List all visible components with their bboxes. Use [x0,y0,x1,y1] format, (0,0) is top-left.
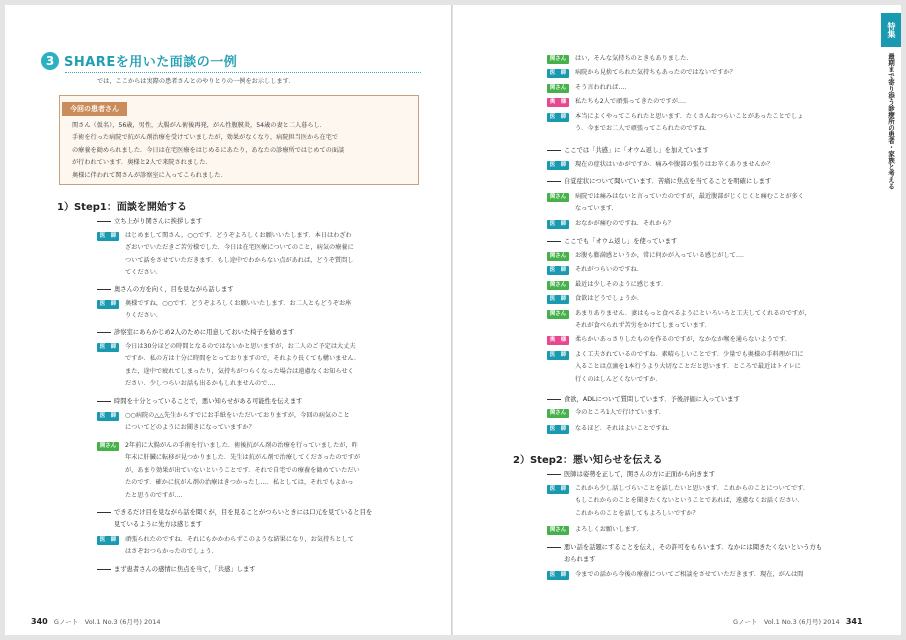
text-line: よく工夫されているのですね．素晴らしいことです．少量でも奥様の手料理が口に [575,350,804,358]
dialogue-doctor [97,298,351,323]
dialogue-family [547,334,887,346]
dialogue-doctor [547,423,674,435]
doctor-tag: 医 師 [97,232,119,241]
dialogue-patient [547,407,665,419]
text-line: 頑張られたのですね．それにもかかわらずこのような結果になり，お気持ちとして [125,536,354,543]
dialogue-text [575,53,693,65]
narration-text: できるだけ目を見ながら話を聞くが，目を見ることがつらいときには口元を見ていると目を [114,509,373,516]
dialogue-text [575,264,643,276]
feature-tab: 特集 [881,13,901,47]
text-line: う．今までお二人で頑張ってこられたのですね． [575,125,712,133]
text-line: そう言われれば…． [575,83,631,91]
dialogue-text [125,410,350,435]
section-divider [65,72,421,73]
doctor-tag: 医 師 [547,220,569,229]
text-line: 今のところ1人で行けています． [575,409,666,416]
dialogue-text [125,230,354,280]
doctor-tag: 医 師 [547,351,569,360]
dialogue-text [575,279,667,291]
narration-text: 奥さんの方を向く，目を見ながら話します [114,286,234,293]
narration [547,543,822,553]
dialogue-text [575,308,811,333]
dialogue-doctor [547,67,877,79]
narration [97,565,256,575]
dialogue-text [125,440,360,502]
dialogue-patient [547,250,887,262]
doctor-tag: 医 師 [97,412,119,421]
dialogue-text [125,298,351,323]
narration-text: まず患者さんの感情に焦点を当て，「共感」します [114,566,256,573]
dialogue-doctor [547,264,887,276]
text-line: 今までの話から今後の療養についてご相談をさせていただきます．現在，がんは間 [575,571,804,578]
text-line: についてどのようにお聞きになっていますか？ [125,424,255,432]
narration-text: ここでも「オウム返し」を使っています [564,238,678,245]
text-line: 病院では痛みはないと言っていたのですが，最近腹部がじくじくと痛むことが多く [575,193,804,200]
family-tag: 奥 様 [547,98,569,107]
narration-text: 立ち上がり関さんに挨拶します [114,218,203,225]
text-line: 現在の症状はいかがですか．痛みや腹部の張りはお辛くありませんか？ [575,161,773,168]
text-line: はじめまして関さん，○○です．どうぞよろしくお願いいたします．本日はわざわ [125,232,352,239]
dialogue-text [575,111,803,136]
narration [547,177,771,187]
text-line: これから少し話しづらいことを話したいと思います．これからのことについてです． [575,485,810,492]
patient-tag: 関さん [547,252,569,261]
text-line: ですか．私の方は十分に時間をとっておりますので，それより長くても構いません． [125,355,361,363]
dialogue-patient [547,82,877,94]
dialogue-doctor [547,159,773,171]
section-number: 3 [41,52,59,70]
text-line: 最近は少しそのように感じます． [575,280,668,288]
text-line: 柔らかいあっさりしたものを作るのですが，なかなか喉を通らないようです． [575,336,792,344]
dialogue-block [547,250,887,386]
dialogue-text [575,334,791,346]
text-line: たのです．確かに抗がん剤の治療はきつかったし…．私としては，それでもよかっ [125,479,354,487]
narration-text: 食欲，ADLについて質問しています．予後評価に入っています [564,396,740,403]
text-line: りください． [125,312,163,320]
step2-heading: 2）Step2：悪い知らせを伝える [513,455,663,466]
patient-tag: 関さん [547,526,569,535]
right-page [453,5,901,635]
text-line: ついて話をさせていただきます．もし途中でわからない点があれば，どうぞ質問し [125,256,354,264]
dialogue-family [547,96,877,108]
text-line: 本当によくやってこられたと思います．たくさんおつらいことがあったことでしょ [575,112,804,120]
narration [547,395,740,405]
text-line: ざおいでいただきご苦労様でした．今日は在宅医療についてのこと，病気の療養に [125,244,354,252]
narration-text: 自覚症状について聞いています．苦痛に焦点を当てることを明確にします [564,178,772,185]
narration [97,328,294,338]
dialogue-doctor [97,341,360,391]
text-line: もしこれからのことを聞きたくないということであれば，遠慮なくお話ください． [575,497,804,505]
feature-title-vertical: 最期まで寄り添う診療所の患者・家族と考える [887,53,895,190]
left-folio [31,617,161,626]
dialogue-text [575,423,674,435]
running-footer: Gノート Vol.1 No.3 (6月号) 2014 [53,618,161,626]
narration [97,508,372,518]
case-box [59,95,419,185]
dialogue-doctor [547,349,887,386]
dialogue-text [575,96,690,108]
patient-tag: 関さん [97,442,119,451]
dialogue-patient [547,308,887,333]
text-line: お腹も膨満感というか，常に何かが入っている感じがして…． [575,252,749,259]
dialogue-doctor [547,218,674,230]
page-number: 340 [31,617,48,626]
left-page [5,5,452,635]
dialogue-text [575,67,736,79]
intro-text: では，ここからは実際の患者さんとのやりとりの一例をお示しします． [97,78,295,85]
text-line: 2年前に大腸がんの手術を行いました．術後抗がん剤の治療を行っていましたが，昨 [125,442,358,449]
dialogue-text [575,82,631,94]
text-line: それがつらいのですね． [575,266,644,274]
narration-cont: おられます [564,556,596,563]
text-line: てください． [125,269,163,277]
dialogue-doctor [547,483,809,520]
narration [547,146,709,156]
patient-tag: 関さん [547,281,569,290]
case-line: 手術を行った病院で抗がん剤治療を受けていましたが，効果がなくなり，病院担当医から在宅で [72,134,339,142]
doctor-tag: 医 師 [547,113,569,122]
narration [547,237,677,247]
text-line: ださい．少しつらいお話も出るかもしれませんので…． [125,380,280,388]
case-line: の療養を勧められました．今日は在宅医療をはじめるにあたり，あなたの診療所ではじめての面談 [72,146,345,154]
text-line: はさぞおつらかったのでしょう． [125,548,218,556]
narration-text: ここでは「共感」に「オウム返し」を加えています [564,147,709,154]
dialogue-text [575,250,748,262]
dialogue-text [575,191,804,216]
doctor-tag: 医 師 [547,69,569,78]
case-body [60,116,418,182]
narration [97,397,302,407]
text-line: なっています． [575,205,618,213]
doctor-tag: 医 師 [97,536,119,545]
family-tag: 奥 様 [547,336,569,345]
patient-tag: 関さん [547,55,569,64]
text-line: たと思うのですが…． [125,491,187,499]
dialogue-patient [547,279,887,291]
dialogue-text [575,293,643,305]
doctor-tag: 医 師 [547,266,569,275]
text-line: 私たちも2人で頑張ってきたのですが…． [575,98,691,106]
section-heading [41,51,237,70]
narration-text: 時間を十分とっていることで，悪い知らせがある可能性を伝えます [114,398,303,405]
narration [97,217,202,227]
case-label: 今回の患者さん [62,102,127,116]
page-number: 341 [845,617,863,626]
case-line: 奥様に伴われて関さんが診察室に入ってこられました． [72,171,227,179]
doctor-tag: 医 師 [547,425,569,434]
dialogue-doctor [547,111,877,136]
section-title: SHAREを用いた面談の一例 [64,55,238,70]
narration-text: 医師は姿勢を正して，関さんの方に正面から向きます [564,471,715,478]
text-line: これからのことを話してもよろしいですか？ [575,509,699,517]
doctor-tag: 医 師 [97,300,119,309]
narration [97,285,234,295]
dialogue-text [575,349,803,386]
dialogue-patient [547,53,877,65]
dialogue-text [575,218,674,230]
text-line: 年末に肝臓に転移が見つかりました．先生は抗がん剤で治療してくださったのですが [125,454,361,462]
patient-tag: 関さん [547,193,569,202]
text-line: おなかが痛むのですね．それから？ [575,220,674,227]
dialogue-text [575,483,809,520]
dialogue-doctor [97,534,354,559]
narration-text: 悪い話を話題にすることを伝え，その許可をもらいます．なかには聞きたくないという方も [564,544,823,551]
dialogue-text [125,534,354,559]
patient-tag: 関さん [547,84,569,93]
dialogue-doctor [547,293,887,305]
dialogue-doctor [547,569,803,581]
dialogue-text [575,159,773,171]
text-line: なるほど．それはよいことですね． [575,425,674,432]
right-folio [733,617,863,626]
text-line: 食欲はどうでしょうか． [575,295,644,303]
dialogue-text [575,569,803,581]
dialogue-patient [547,191,804,216]
dialogue-text [125,341,360,391]
doctor-tag: 医 師 [547,295,569,304]
doctor-tag: 医 師 [97,343,119,352]
dialogue-text [575,407,665,419]
doctor-tag: 医 師 [547,485,569,494]
dialogue-doctor [97,230,354,280]
patient-tag: 関さん [547,409,569,418]
doctor-tag: 医 師 [547,161,569,170]
narration [547,470,715,480]
text-line: が，あまり効果が出ていないということです．それで自宅での療養を勧めていただい [125,466,360,474]
text-line: はい，そんな気持ちのときもありました． [575,55,693,62]
text-line: よろしくお願いします． [575,526,643,533]
text-line: あまりありません．妻はもっと食べるようにといろいろと工夫してくれるのですが， [575,309,811,317]
text-line: 今日は30分ほどの時間となるのではないかと思いますが，お二人のご予定は大丈夫 [125,343,356,350]
dialogue-patient [97,440,360,502]
text-line: 入ることは点滴を1本行うより大切なことだと思います．ところで最近はトイレに [575,363,801,371]
text-line: また，途中で疲れてしまったり，気持ちがつらくなった場合は遠慮なくお知らせく [125,367,354,375]
dialogue-block [547,53,877,135]
case-line: 関さん（仮名），56歳，男性，大腸がん術後再発，がん性腹膜炎，54歳の妻と二人暮らし． [72,122,326,129]
text-line: 行くのはしんどくないですか． [575,375,662,383]
text-line: 奥様ですね，○○です．どうぞよろしくお願いいたします．お二人ともどうぞお座 [125,300,352,307]
case-line: が行われています．奥様と2人で来院されました． [72,159,212,167]
right-column [547,53,877,135]
running-footer: Gノート Vol.1 No.3 (6月号) 2014 [733,618,840,626]
patient-tag: 関さん [547,310,569,319]
text-line: ○○病院の△△先生からすでにお手紙をいただいておりますが，今回の病気のこと [125,412,350,419]
doctor-tag: 医 師 [547,571,569,580]
dialogue-patient [547,524,643,536]
dialogue-doctor [97,410,350,435]
text-line: それが食べられず苦労をかけてしまっています． [575,322,711,330]
step1-heading: 1）Step1：面談を開始する [57,202,187,213]
narration-cont: 見ているように先方は感じます [114,521,203,528]
text-line: 病院から見捨てられた気持ちもあったのではないですか？ [575,69,736,77]
dialogue-text [575,524,643,536]
narration-text: 診察室にあらかじめ2人のために用意しておいた椅子を勧めます [114,329,295,336]
